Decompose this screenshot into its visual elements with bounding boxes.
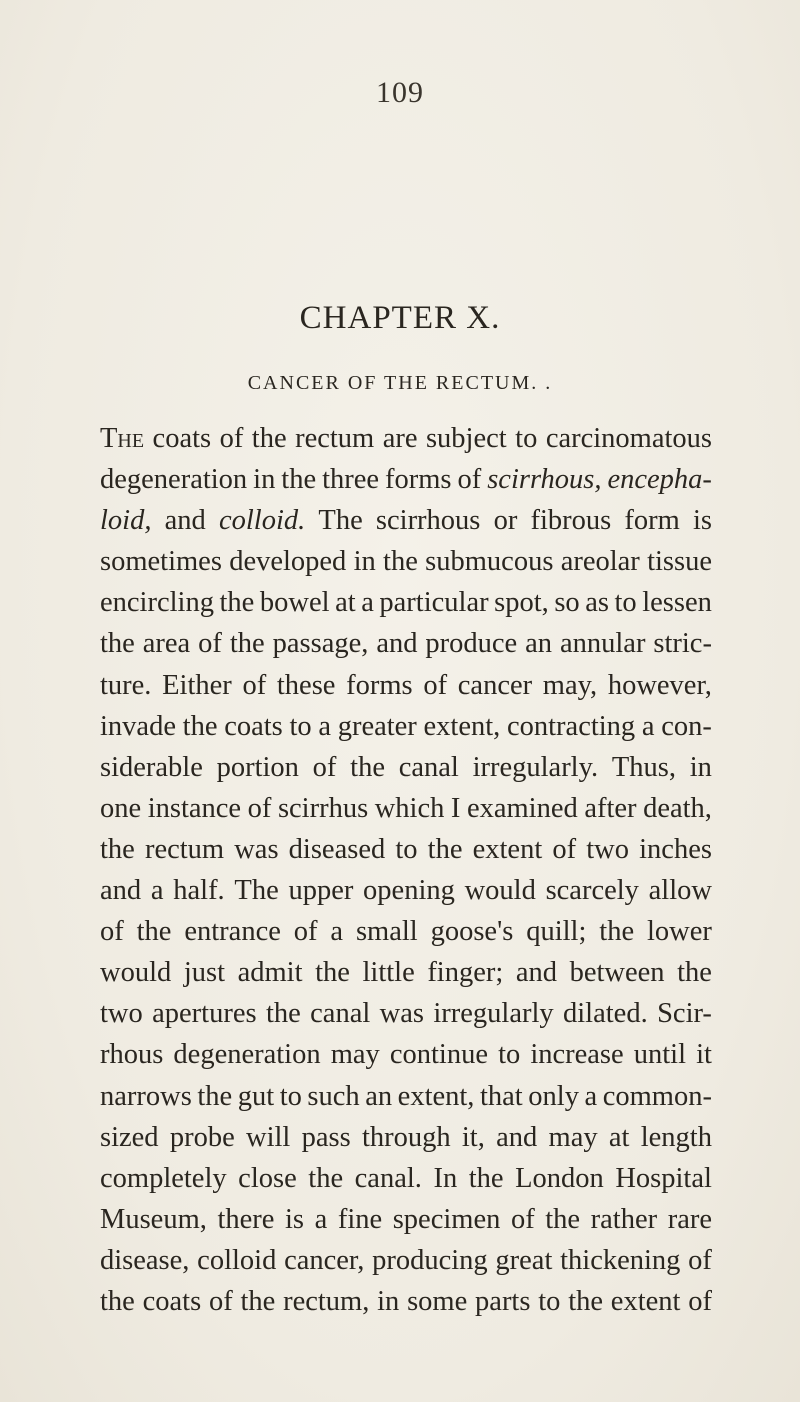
word: Scir-	[657, 998, 712, 1030]
word: extent,	[397, 1080, 475, 1112]
word: cancer,	[284, 1244, 365, 1276]
word: the	[545, 1203, 581, 1235]
word: loid,	[100, 505, 152, 537]
word: continue	[389, 1039, 488, 1071]
word: irregularly	[433, 998, 554, 1030]
word: of	[208, 1285, 233, 1317]
word: forms	[346, 669, 413, 701]
word: of	[100, 916, 124, 948]
word: colloid	[197, 1244, 277, 1276]
word: finger;	[427, 957, 504, 989]
word: in	[377, 1285, 400, 1317]
word: form	[624, 505, 680, 537]
word: The	[234, 875, 279, 907]
word: one	[100, 792, 142, 824]
word: the	[383, 546, 418, 578]
chapter-title: CHAPTER X.	[299, 300, 501, 336]
word: extent	[610, 1285, 681, 1317]
word: these	[276, 669, 336, 701]
word: cancer	[457, 669, 533, 701]
word: the	[568, 1285, 604, 1317]
text-line	[100, 1240, 712, 1281]
word: entrance	[184, 916, 281, 948]
word: colloid.	[218, 505, 306, 537]
word: the	[281, 464, 317, 496]
word: parts	[475, 1285, 531, 1317]
text-line	[100, 706, 712, 747]
word: the	[197, 1080, 233, 1112]
word: of	[198, 628, 222, 660]
word: of	[247, 792, 272, 824]
word: con-	[661, 710, 712, 742]
word: a	[641, 710, 655, 742]
word: as	[585, 587, 609, 619]
word: extent	[472, 833, 543, 865]
word: is	[692, 505, 712, 537]
word: lessen	[642, 587, 712, 619]
word: coats	[152, 423, 212, 454]
word: a	[314, 1203, 328, 1235]
word: the	[599, 916, 635, 948]
text-line	[100, 582, 712, 623]
word: a	[361, 587, 374, 619]
word: submucous	[425, 546, 554, 578]
word: gut	[237, 1080, 275, 1112]
word: a	[318, 710, 331, 742]
word: three	[322, 464, 380, 496]
word: in	[353, 546, 376, 578]
word: the	[100, 833, 135, 865]
word: canal	[310, 998, 371, 1030]
word: degeneration	[173, 1039, 321, 1071]
word: there	[217, 1203, 275, 1235]
word: of	[688, 1244, 712, 1276]
word: was	[234, 833, 279, 865]
word: two	[100, 998, 143, 1030]
word: the	[468, 1162, 504, 1194]
text-line	[100, 665, 712, 706]
chapter-subtitle: CANCER OF THE RECTUM. .	[247, 372, 553, 394]
word: scarcely	[545, 875, 639, 907]
word: Either	[162, 669, 232, 701]
word: sized	[100, 1121, 159, 1153]
word: only	[528, 1080, 579, 1112]
word: passage,	[272, 628, 369, 660]
word: the	[100, 628, 135, 660]
word: the	[251, 423, 287, 454]
word: of	[552, 833, 577, 865]
word: of	[510, 1203, 535, 1235]
word: to	[498, 1039, 521, 1071]
word: degeneration	[100, 464, 248, 496]
word: however,	[607, 669, 712, 701]
word: and	[515, 957, 558, 989]
text-line	[100, 1117, 712, 1158]
word: of	[688, 1285, 712, 1317]
word: thickening	[560, 1244, 681, 1276]
word: completely	[100, 1162, 227, 1194]
word: of	[423, 669, 448, 701]
word: some	[407, 1285, 468, 1317]
word: instance	[147, 792, 242, 824]
word: common-	[602, 1080, 712, 1112]
word: after	[584, 792, 637, 824]
word: death,	[643, 792, 712, 824]
word: rectum,	[283, 1285, 370, 1317]
word: to	[289, 710, 312, 742]
word: the	[308, 1162, 344, 1194]
word: the	[100, 1285, 135, 1317]
text-line	[100, 829, 712, 870]
word: I	[450, 792, 461, 824]
word: greater	[337, 710, 417, 742]
word: fine	[337, 1203, 383, 1235]
word: Hospital	[615, 1162, 712, 1194]
word: which	[374, 792, 445, 824]
word: the	[315, 957, 350, 989]
word: of	[242, 669, 267, 701]
word: it,	[461, 1121, 485, 1153]
word: coats	[224, 710, 283, 742]
word: of	[219, 423, 244, 454]
word: to	[614, 587, 637, 619]
word: invade	[100, 710, 176, 742]
text-line	[100, 541, 712, 582]
word: and	[376, 628, 418, 660]
word: The	[100, 423, 145, 454]
word: areolar	[560, 546, 640, 578]
word: such	[307, 1080, 360, 1112]
text-line	[100, 747, 712, 788]
text-line	[100, 911, 712, 952]
word: scirrhus	[277, 792, 369, 824]
word: to	[538, 1285, 561, 1317]
word: particular	[379, 587, 489, 619]
word: rhous	[100, 1039, 164, 1071]
word: disease,	[100, 1244, 190, 1276]
word: examined	[466, 792, 578, 824]
word: close	[238, 1162, 297, 1194]
word: narrows	[100, 1080, 192, 1112]
word: encepha-	[607, 464, 712, 496]
word: Museum,	[100, 1203, 207, 1235]
word: may	[330, 1039, 380, 1071]
text-line	[100, 1034, 712, 1075]
word: spot,	[494, 587, 549, 619]
word: The	[318, 505, 363, 537]
word: to	[395, 833, 418, 865]
word: producing	[372, 1244, 488, 1276]
word: in	[689, 751, 712, 783]
word: a	[150, 875, 164, 907]
text-line	[100, 623, 712, 664]
word: stric-	[653, 628, 712, 660]
word: lower	[647, 916, 712, 948]
word: encircling	[100, 587, 214, 619]
word: siderable	[100, 751, 203, 783]
word: upper	[288, 875, 354, 907]
word: was	[379, 998, 424, 1030]
word: coats	[142, 1285, 202, 1317]
word: of	[293, 916, 318, 948]
word: the	[350, 751, 385, 783]
word: rectum	[295, 423, 375, 454]
word: tissue	[647, 546, 712, 578]
word: are	[382, 423, 418, 454]
text-line	[100, 1158, 712, 1199]
word: canal	[398, 751, 459, 783]
word: quill;	[526, 916, 587, 948]
word: area	[142, 628, 191, 660]
page-number: 109	[376, 76, 424, 109]
body-text	[100, 418, 712, 1322]
word: produce	[425, 628, 518, 660]
word: an	[365, 1080, 393, 1112]
word: at	[608, 1121, 630, 1153]
text-line	[100, 788, 712, 829]
word: the	[265, 998, 301, 1030]
word: in	[253, 464, 276, 496]
text-line	[100, 500, 712, 541]
word: the	[677, 957, 712, 989]
word: increase	[530, 1039, 624, 1071]
text-line	[100, 1076, 712, 1117]
word: canal.	[354, 1162, 422, 1194]
word: the	[136, 916, 172, 948]
word: fibrous	[530, 505, 612, 537]
word: so	[554, 587, 580, 619]
word: opening	[363, 875, 455, 907]
word: the	[229, 628, 265, 660]
text-line	[100, 952, 712, 993]
word: two	[586, 833, 629, 865]
text-line	[100, 1281, 712, 1322]
text-line	[100, 993, 712, 1034]
word: a	[584, 1080, 598, 1112]
word: the	[219, 587, 255, 619]
word: and	[496, 1121, 538, 1153]
word: the	[427, 833, 463, 865]
word: may	[548, 1121, 598, 1153]
word: rather	[590, 1203, 658, 1235]
word: is	[285, 1203, 305, 1235]
word: would	[100, 957, 172, 989]
word: will	[245, 1121, 291, 1153]
word: rare	[667, 1203, 712, 1235]
word: diseased	[288, 833, 386, 865]
word: specimen	[392, 1203, 501, 1235]
word: goose's	[430, 916, 514, 948]
word: of	[312, 751, 337, 783]
word: pass	[301, 1121, 351, 1153]
word: London	[515, 1162, 604, 1194]
text-line	[100, 870, 712, 911]
word: between	[569, 957, 665, 989]
word: would	[464, 875, 536, 907]
word: an	[525, 628, 553, 660]
word: probe	[169, 1121, 235, 1153]
word: or	[493, 505, 518, 537]
word: dilated.	[563, 998, 648, 1030]
word: developed	[229, 546, 347, 578]
word: bowel	[259, 587, 330, 619]
word: that	[479, 1080, 523, 1112]
word: through	[361, 1121, 451, 1153]
word: until	[633, 1039, 687, 1071]
word: Thus,	[611, 751, 676, 783]
word: a	[330, 916, 344, 948]
word: portion	[216, 751, 299, 783]
word: scirrhous,	[487, 464, 602, 496]
word: inches	[639, 833, 712, 865]
word: may,	[542, 669, 598, 701]
word: at	[335, 587, 356, 619]
word: annular	[559, 628, 646, 660]
word: the	[240, 1285, 276, 1317]
word: to	[279, 1080, 302, 1112]
word: little	[362, 957, 415, 989]
word: extent,	[423, 710, 501, 742]
word: great	[495, 1244, 553, 1276]
word: subject	[425, 423, 507, 454]
word: carcinomatous	[545, 423, 712, 454]
word: small	[355, 916, 418, 948]
word: forms	[385, 464, 452, 496]
text-line	[100, 459, 712, 500]
word: admit	[237, 957, 303, 989]
word: allow	[648, 875, 712, 907]
word: ture.	[100, 669, 152, 701]
word: sometimes	[100, 546, 222, 578]
word: length	[640, 1121, 712, 1153]
word: rectum	[144, 833, 225, 865]
word: In	[433, 1162, 458, 1194]
word: and	[164, 505, 206, 537]
word: irregularly.	[472, 751, 599, 783]
word: apertures	[152, 998, 257, 1030]
word: of	[457, 464, 482, 496]
word: the	[182, 710, 218, 742]
word: and	[100, 875, 142, 907]
text-line	[100, 1199, 712, 1240]
word: contracting	[506, 710, 636, 742]
word: it	[696, 1039, 712, 1071]
text-line	[100, 418, 712, 459]
word: to	[515, 423, 538, 454]
word: scirrhous	[375, 505, 481, 537]
word: just	[183, 957, 226, 989]
word: half.	[173, 875, 225, 907]
